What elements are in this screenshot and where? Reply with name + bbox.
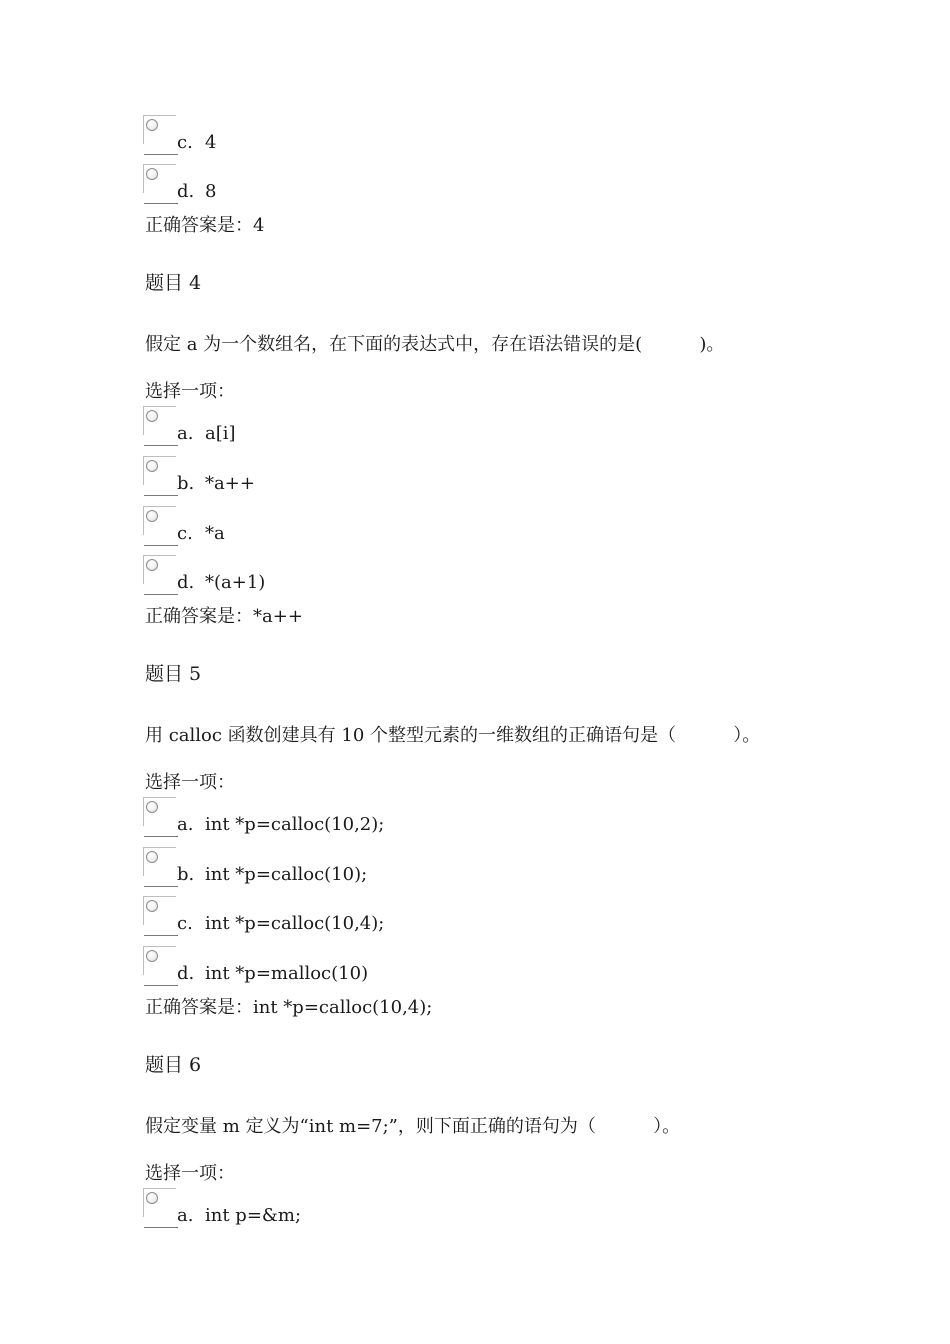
correct-answer-q3: 正确答案是：4	[145, 215, 265, 236]
option-letter: d.	[177, 572, 195, 593]
radio-option-q4-d[interactable]	[143, 555, 175, 587]
radio-circle-icon	[146, 460, 158, 472]
option-text: *a	[205, 523, 225, 544]
option-text: 8	[205, 181, 217, 202]
option-letter: c.	[177, 523, 193, 544]
radio-option-q5-a[interactable]	[143, 797, 175, 829]
option-letter: a.	[177, 814, 194, 835]
radio-option-q3-c[interactable]	[143, 115, 175, 147]
choose-prompt-q5: 选择一项：	[145, 772, 235, 793]
option-text: int *p=malloc(10)	[205, 963, 369, 984]
radio-option-q5-b[interactable]	[143, 847, 175, 879]
option-letter: c.	[177, 913, 193, 934]
choose-prompt-q6: 选择一项：	[145, 1163, 235, 1184]
option-letter: a.	[177, 1205, 194, 1226]
option-text: *a++	[205, 473, 255, 494]
question-stem-q6: 假定变量 m 定义为“int m=7;”，则下面正确的语句为（ ）。	[145, 1116, 681, 1137]
radio-option-q5-c[interactable]	[143, 896, 175, 928]
option-text: 4	[205, 132, 217, 153]
question-title-q5: 题目 5	[145, 663, 202, 685]
correct-answer-q5: 正确答案是：int *p=calloc(10,4);	[145, 997, 433, 1018]
radio-option-q6-a[interactable]	[143, 1188, 175, 1220]
radio-circle-icon	[146, 900, 158, 912]
question-title-q6: 题目 6	[145, 1054, 202, 1076]
choose-prompt-q4: 选择一项：	[145, 381, 235, 402]
option-letter: d.	[177, 181, 195, 202]
option-letter: d.	[177, 963, 195, 984]
radio-circle-icon	[146, 1192, 158, 1204]
radio-circle-icon	[146, 801, 158, 813]
option-text: int *p=calloc(10,2);	[205, 814, 385, 835]
radio-option-q3-d[interactable]	[143, 164, 175, 196]
option-text: a[i]	[205, 423, 236, 444]
option-text: int p=&m;	[205, 1205, 302, 1226]
radio-circle-icon	[146, 119, 158, 131]
option-letter: b.	[177, 864, 195, 885]
question-stem-q4: 假定 a 为一个数组名，在下面的表达式中，存在语法错误的是( )。	[145, 334, 725, 355]
radio-circle-icon	[146, 851, 158, 863]
option-text: int *p=calloc(10);	[205, 864, 368, 885]
radio-option-q4-b[interactable]	[143, 456, 175, 488]
question-stem-q5: 用 calloc 函数创建具有 10 个整型元素的一维数组的正确语句是（ ）。	[145, 725, 761, 746]
option-letter: a.	[177, 423, 194, 444]
radio-circle-icon	[146, 950, 158, 962]
radio-circle-icon	[146, 510, 158, 522]
option-letter: b.	[177, 473, 195, 494]
radio-circle-icon	[146, 168, 158, 180]
option-text: int *p=calloc(10,4);	[205, 913, 385, 934]
radio-circle-icon	[146, 410, 158, 422]
radio-option-q4-c[interactable]	[143, 506, 175, 538]
option-letter: c.	[177, 132, 193, 153]
radio-circle-icon	[146, 559, 158, 571]
question-title-q4: 题目 4	[145, 272, 202, 294]
correct-answer-q4: 正确答案是：*a++	[145, 606, 303, 627]
radio-option-q4-a[interactable]	[143, 406, 175, 438]
option-text: *(a+1)	[205, 572, 266, 593]
radio-option-q5-d[interactable]	[143, 946, 175, 978]
